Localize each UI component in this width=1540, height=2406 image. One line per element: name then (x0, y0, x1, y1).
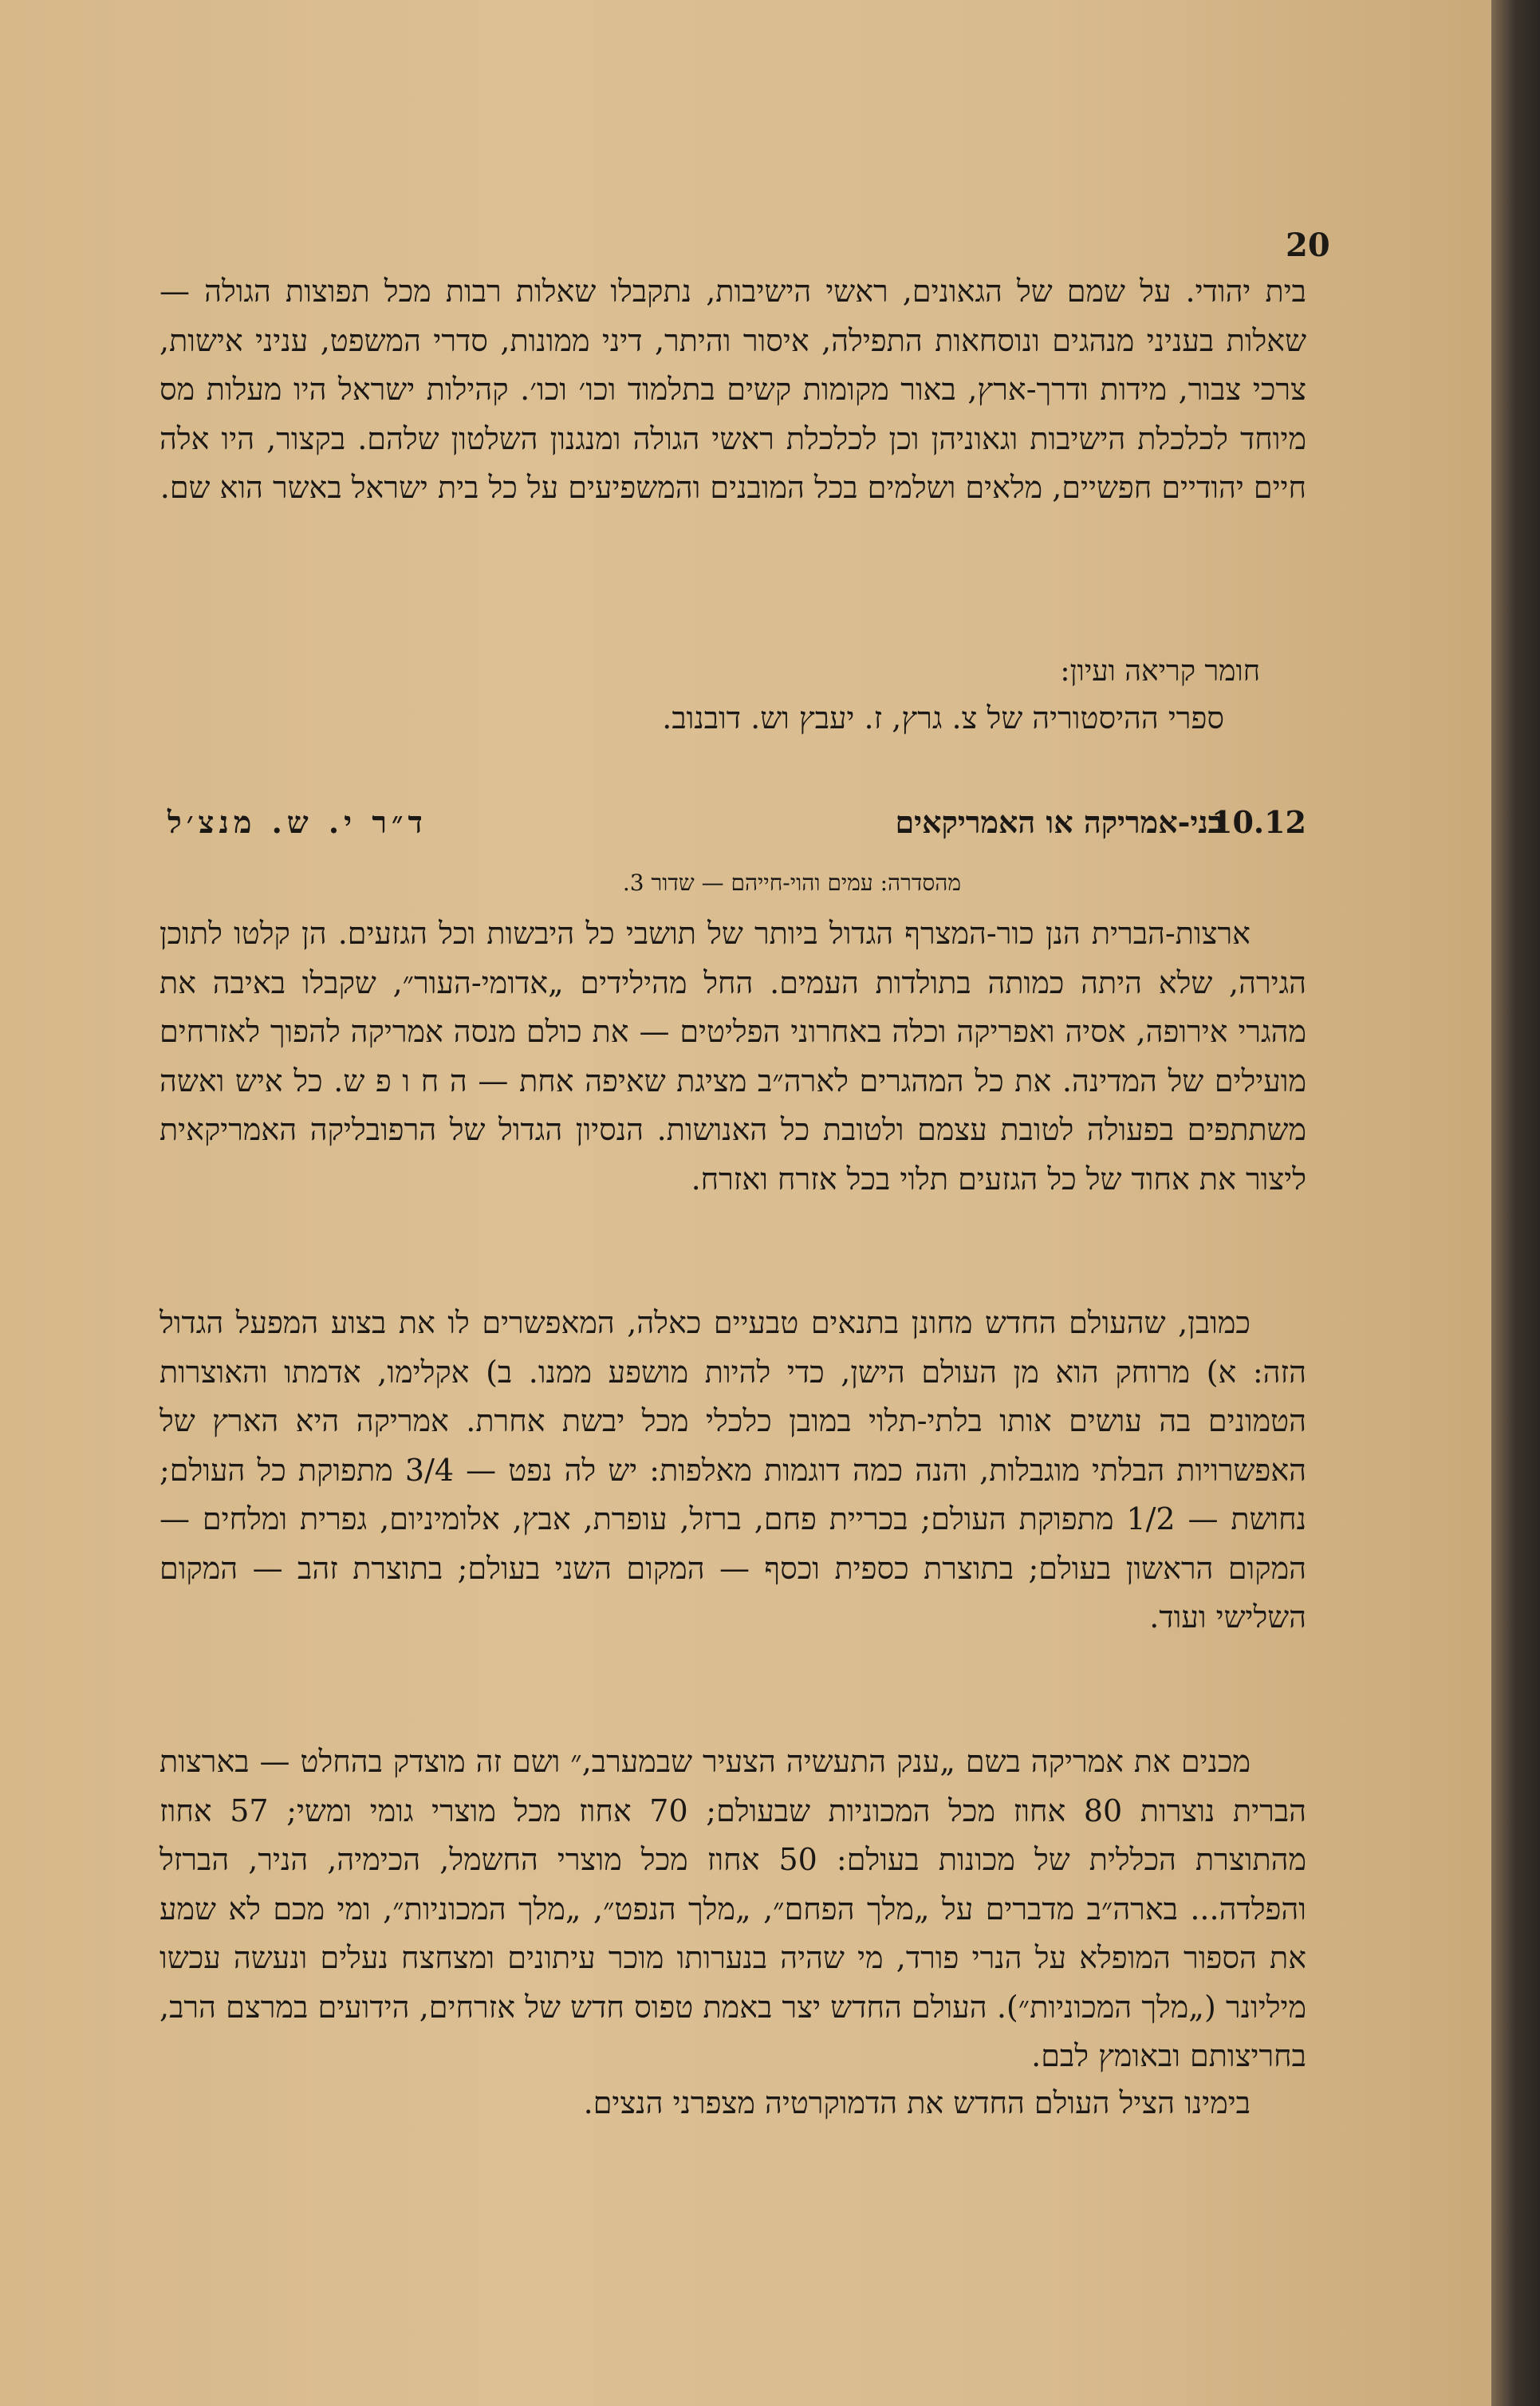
series-subtitle: מהסדרה: עמים והוי-חייהם — שדור 3. (622, 870, 961, 896)
section-number: 10.12 (1211, 804, 1306, 840)
paragraph-resources (160, 1299, 1306, 1643)
page-number: 20 (1286, 227, 1330, 264)
book-gutter-shadow (1491, 0, 1540, 2406)
paragraph-text: ארצות-הברית הנן כור-המצרף הגדול ביותר של תושבי כל היבשות וכל הגזעים. הן קלטו לתוכן הגירה, שלא היתה כמותה בתולדות העמים. החל מהילידים „אדומי-העור״, שקבלו באיבה את מהגרי אירופה, אסיה ואפריקה וכלה באחרוני הפליטים — את כולם מנסה אמריקה להפוך לאזרחים מועילים של המדינה. את כל המהגרים לארה״ב מציגת שאיפה אחת — ה ח ו פ ש. כל איש ואשה משתתפים בפעולה לטובת עצמם ולטובת כל האנושות. הנסיון הגדול של הרפובליקה האמריקאית ליצור את אחוד של כל הגזעים תלוי בכל אזרח ואזרח. (160, 916, 1306, 1197)
paragraph-democracy (160, 2079, 1306, 2128)
paragraph-text: כמובן, שהעולם החדש מחונן בתנאים טבעיים כאלה, המאפשרים לו את בצוע המפעל הגדול הזה: א) מרוחק הוא מן העולם הישן, כדי להיות מושפע ממנו. ב) אקלימו, אדמתו והאוצרות הטמונים בה עושים אותו בלתי-תלוי במובן כלכלי מכל יבשת אחרת. אמריקה היא הארץ של האפשרויות הבלתי מוגבלות, והנה כמה דוגמות מאלפות: יש לה נפט — 3/4 מתפוקת כל העולם; נחושת — 1/2 מתפוקת העולם; בכריית פחם, ברזל, עופרת, אבץ, אלומיניום, גפרית ומלחים — המקום הראשון בעולם; בתוצרת כספית וכסף — המקום השני בעולם; בתוצרת זהב — המקום השלישי ועוד. (160, 1305, 1307, 1635)
paragraph-text: בימינו הציל העולם החדש את הדמוקרטיה מצפרני הנצים. (583, 2085, 1251, 2120)
section-title: בני-אמריקה או האמריקאים (895, 804, 1223, 840)
section-author: ד״ר י. ש. מנצ׳ל (167, 804, 427, 840)
paragraph-melting-pot (160, 909, 1306, 1204)
paragraph-industry (160, 1737, 1306, 2081)
reading-list-label: חומר קריאה ועיון: (1060, 655, 1260, 688)
paragraph-text: מכנים את אמריקה בשם „ענק התעשיה הצעיר שבמערב,״ ושם זה מוצדק בהחלט — בארצות הברית נוצרות 80 אחוז מכל המכוניות שבעולם; 70 אחוז מכל מוצרי גומי ומשי; 57 אחוז מהתוצרת הכללית של מכונות בעולם: 50 אחוז מכל מוצרי החשמל, הכימיה, הניר, הברזל והפלדה... בארה״ב מדברים על „מלך הפחם״, „מלך הנפט״, „מלך המכוניות״, ומי מכם לא שמע את הספור המופלא על הנרי פורד, מי שהיה בנערותו מוכר עיתונים ומצחצח נעלים ונעשה עכשו מיליונר („מלך המכוניות״). העולם החדש יצר באמת טפוס חדש של אזרחים, הידועים במרצם הרב, בחריצותם ובאומץ לבם. (160, 1744, 1307, 2073)
section-header (160, 804, 1306, 852)
paragraph-text: בית יהודי. על שמם של הגאונים, ראשי הישיבות, נתקבלו שאלות רבות מכל תפוצות הגולה — שאלות בעניני מנהגים ונוסחאות התפילה, איסור והיתר, דיני ממונות, סדרי המשפט, עניני אישות, צרכי צבור, מידות ודרך-ארץ, באור מקומות קשים בתלמוד וכו׳ וכו׳. קהילות ישראל היו מעלות מס מיוחד לכלכלת הישיבות וגאוניהן וכן לכלכלת ראשי הגולה ומנגנון השלטון שלהם. בקצור, היו אלה חיים יהודיים חפשיים, מלאים ושלמים בכל המובנים והמשפיעים על כל בית ישראל באשר הוא שם. (160, 274, 1306, 505)
reading-list-text: ספרי ההיסטוריה של צ. גרץ, ז. יעבץ וש. דובנוב. (662, 700, 1224, 736)
paragraph-geonim (160, 267, 1306, 513)
